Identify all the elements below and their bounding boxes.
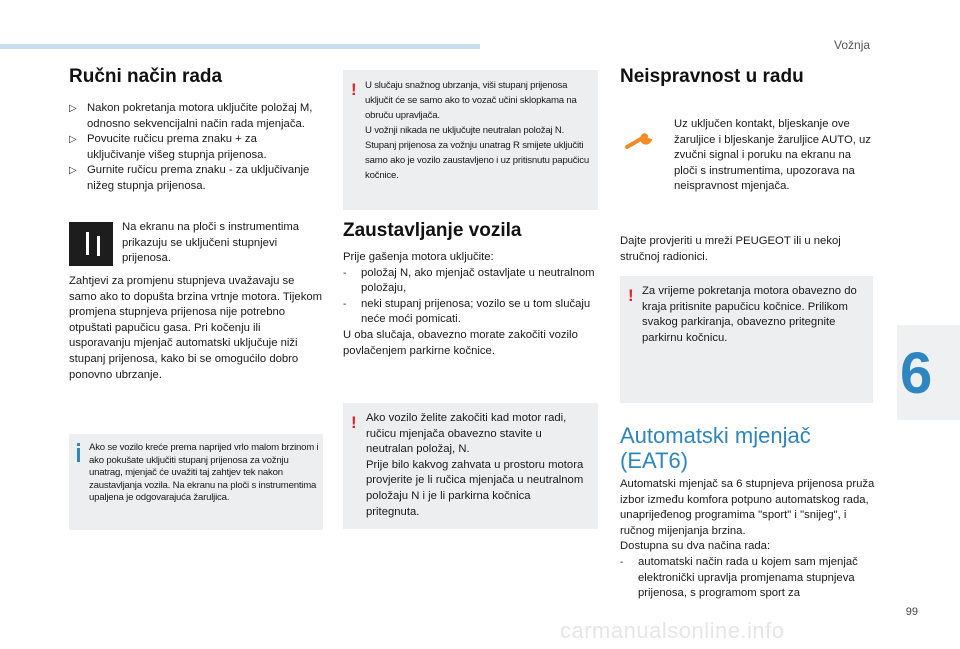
step-2: Povucite ručicu prema znaku + za uključivanje višeg stupnja prijenosa. [87,133,267,161]
stopping-text: Prije gašenja motora uključite: - položaj N, ako mjenjač ostavljate u neutralnom položaju, - neki stupanj prijenosa; vozilo se u tom slučaju neće moći pomicati. U oba slučaja, obavezno morate zakočiti vozilo povlačenjem parkirne kočnice. [343,250,601,359]
warning-box-stop [343,403,598,529]
warning-icon: ! [351,80,357,99]
arrow-icon: ▷ [69,103,77,114]
automatic-paragraph: Automatski mjenjač sa 6 stupnjeva prijenosa pruža izbor između komfora potpuno automatskog rada, unaprijeđenog programima "sport" i "snijeg", i ručnog mijenjanja brzina. [620,478,875,537]
warning-gears-line-1: U slučaju snažnog ubrzanja, viši stupanj prijenosa uključit će se samo ako to vozač učini sklopkama na obruču upravljača. [365,80,577,121]
step-1: Nakon pokretanja motora uključite položaj M, odnosno sekvencijalni način rada mjenjača. [87,102,313,130]
section-header: Vožnja [834,38,871,52]
warning-box-start [620,276,873,403]
page-number: 99 [905,606,918,618]
warning-gears-line-3: Stupanj prijenosa za vožnju unatrag R smijete uključiti samo ako je vozilo zaustavljeno i uz pritisnutu papučicu kočnice. [365,140,589,181]
warning-stop-line-1: Ako vozilo želite zakočiti kad motor radi, ručicu mjenjača obavezno stavite u neutralan položaj, N. [366,412,567,456]
stopping-item-1: položaj N, ako mjenjač ostavljate u neutralnom položaju, [361,266,595,295]
warning-stop-line-2: Prije bilo kakvog zahvata u prostoru motora provjerite je li ručica mjenjača u neutralnom položaju N i je li parkirna kočnica pritegnuta. [366,458,584,518]
automatic-title [620,423,811,473]
warning-start-text: Za vrijeme pokretanja motora obavezno do kraja pritisnite papučicu kočnice. Prilikom svakog parkiranja, obavezno pritegnite parkirnu kočnicu. [642,285,857,344]
automatic-text: Automatski mjenjač sa 6 stupnjeva prijenosa pruža izbor između komfora potpuno automatskog rada, unaprijeđenog programima "sport" i "snijeg", i ručnog mijenjanja brzina. Dostupna su dva načina rada: - automatski način rada u kojem sam mjenjač elektronički upravlja promjenama stupnjeva prijenosa, s programom sport za [620,477,875,602]
manual-mode-steps [69,101,317,195]
arrow-icon: ▷ [69,165,77,177]
manual-mode-paragraph: Zahtjevi za promjenu stupnjeva uvažavaju se samo ako to dopušta brzina vrtnje motora. Tijekom promjena stupnjeva prijenosa nije potrebno otpuštati papučicu gasa. Pri kočenju ili usporavanju mjenjač automatski uključuje niži stupanj prijenosa, kako bi se omogućilo dobro ponovno ubrzanje. [69,275,323,381]
wrench-icon [624,127,658,151]
chapter-number: 6 [900,341,933,406]
info-icon [77,448,80,462]
warning-icon: ! [351,413,357,432]
info-text: Ako se vozilo kreće prema naprijed vrlo malom brzinom i ako pokušate uključiti stupanj prijenosa za vožnju unatrag, mjenjač će uvažiti taj zahtjev tek nakon zaustavljanja vozila. Na ekranu na ploči s instrumentima upaljena je odgovarajuća žaruljica. [89,442,319,503]
fault-check-text: Dajte provjeriti u mreži PEUGEOT ili u nekoj stručnoj radionici. [620,235,841,263]
watermark: carmanualsonline.info [560,618,785,643]
gear-display-icon-bar [97,236,100,256]
gear-display-icon-bar [86,232,89,255]
fault-title: Neispravnost u radu [620,66,804,87]
info-icon [77,443,80,446]
automatic-title-line-2: (EAT6) [620,448,689,473]
info-box [69,434,323,530]
warning-box-gears [343,70,598,210]
warning-icon: ! [628,286,634,305]
automatic-mode-item: automatski način rada u kojem sam mjenjač elektronički upravlja promjenama stupnjeva prijenosa, s programom sport za [638,555,858,600]
stopping-outro: U oba slučaja, obavezno morate zakočiti vozilo povlačenjem parkirne kočnice. [343,328,578,357]
manual-mode-title: Ručni način rada [69,66,223,87]
stopping-intro: Prije gašenja motora uključite: [343,251,494,263]
warning-gears-line-2: U vožnji nikada ne uključujte neutralan položaj N. [365,125,565,136]
stopping-title: Zaustavljanje vozila [343,220,522,241]
header-rule [0,44,480,49]
arrow-icon: ▷ [69,134,77,146]
gear-display-text: Na ekranu na ploči s instrumentima prikazuju se uključeni stupnjevi prijenosa. [122,221,300,265]
gear-display-icon [69,222,113,266]
automatic-title-line-1: Automatski mjenjač [620,423,811,448]
stopping-item-2: neki stupanj prijenosa; vozilo se u tom slučaju neće moći pomicati. [361,297,591,326]
step-3: Gurnite ručicu prema znaku - za uključivanje nižeg stupnja prijenosa. [87,164,310,192]
automatic-modes-intro: Dostupna su dva načina rada: [620,540,771,553]
fault-icon-text: Uz uključen kontakt, bljeskanje ove žaruljice i bljeskanje žaruljice AUTO, uz zvučni signal i poruku na ekranu na ploči s instrumentima, upozorava na neispravnost mjenjača. [674,118,871,193]
